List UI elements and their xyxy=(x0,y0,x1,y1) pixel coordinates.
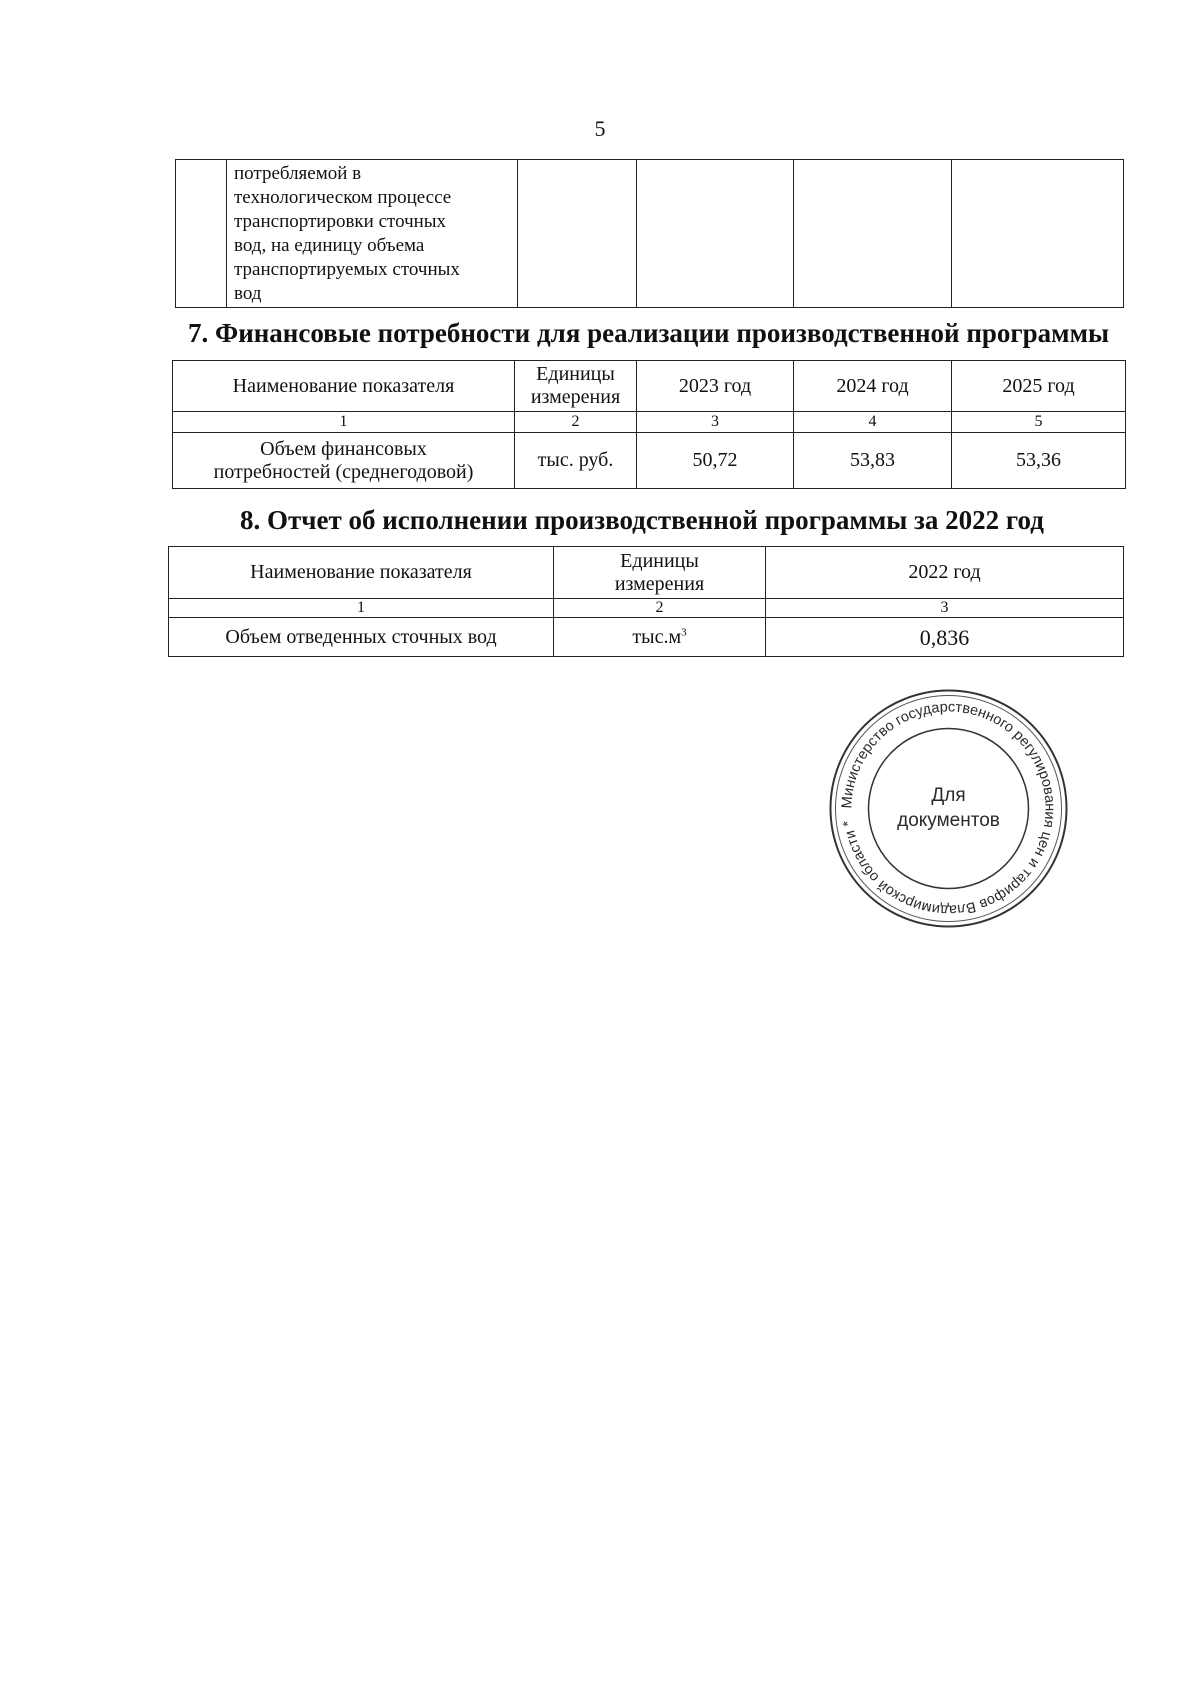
continuation-table xyxy=(175,159,1124,308)
unit-superscript: 3 xyxy=(681,625,687,638)
seal-center-line: документов xyxy=(897,810,1000,831)
value-2022: 0,836 xyxy=(766,618,1124,657)
header-unit-line: Единицы xyxy=(620,549,699,572)
text-line: транспортировки сточных xyxy=(234,211,447,232)
text-line: технологическом процессе xyxy=(234,187,452,208)
header-unit-line: измерения xyxy=(614,572,705,595)
row-name xyxy=(173,433,515,489)
header-2025: 2025 год xyxy=(952,361,1126,412)
header-unit-line: измерения xyxy=(530,386,621,408)
seal-ring-textpath: Министерство государственного регулирования цен и тарифов Владимирской области * xyxy=(839,699,1058,918)
seal-inner-ring xyxy=(869,729,1029,889)
empty-cell xyxy=(637,160,794,308)
text-line: потребляемой в xyxy=(234,163,362,184)
report-table xyxy=(168,546,1124,657)
empty-cell xyxy=(952,160,1124,308)
row-name-line: Объем финансовых xyxy=(260,437,427,460)
empty-cell xyxy=(518,160,637,308)
row-unit: тыс. руб. xyxy=(515,433,637,489)
page-number: 5 xyxy=(594,116,606,141)
column-number: 1 xyxy=(173,412,515,433)
value-2024: 53,83 xyxy=(794,433,952,489)
seal-graphic xyxy=(826,686,1071,931)
section-7-heading: 7. Финансовые потребности для реализации производственной программы xyxy=(188,318,1110,348)
header-unit-line: Единицы xyxy=(536,363,615,385)
seal-center-line: Для xyxy=(931,785,966,806)
column-number: 1 xyxy=(169,599,554,618)
text-line: вод xyxy=(234,283,262,304)
column-number: 3 xyxy=(766,599,1124,618)
row-name: Объем отведенных сточных вод xyxy=(169,618,554,657)
header-2024: 2024 год xyxy=(794,361,952,412)
unit-text: тыс.м xyxy=(632,625,682,648)
seal-outer-ring xyxy=(831,691,1067,927)
header-2023: 2023 год xyxy=(637,361,794,412)
empty-cell xyxy=(794,160,952,308)
official-seal xyxy=(826,686,1071,931)
column-number: 5 xyxy=(952,412,1126,433)
column-number: 4 xyxy=(794,412,952,433)
value-2023: 50,72 xyxy=(637,433,794,489)
column-number: 2 xyxy=(554,599,766,618)
header-unit xyxy=(554,547,766,599)
row-name-line: потребностей (среднегодовой) xyxy=(213,460,474,483)
section-8-heading: 8. Отчет об исполнении производственной программы за 2022 год xyxy=(240,505,1044,535)
value-2025: 53,36 xyxy=(952,433,1126,489)
header-name: Наименование показателя xyxy=(173,361,515,412)
indicator-name-cell xyxy=(227,160,518,308)
column-number: 3 xyxy=(637,412,794,433)
financial-needs-table xyxy=(172,360,1126,489)
row-unit xyxy=(554,618,766,657)
seal-ring-text xyxy=(839,699,1057,917)
text-line: транспортируемых сточных xyxy=(234,259,460,280)
header-2022: 2022 год xyxy=(766,547,1124,599)
header-name: Наименование показателя xyxy=(169,547,554,599)
empty-cell xyxy=(176,160,227,308)
seal-outer-ring-inner xyxy=(836,696,1062,922)
column-number: 2 xyxy=(515,412,637,433)
header-unit xyxy=(515,361,637,412)
text-line: вод, на единицу объема xyxy=(234,235,425,256)
